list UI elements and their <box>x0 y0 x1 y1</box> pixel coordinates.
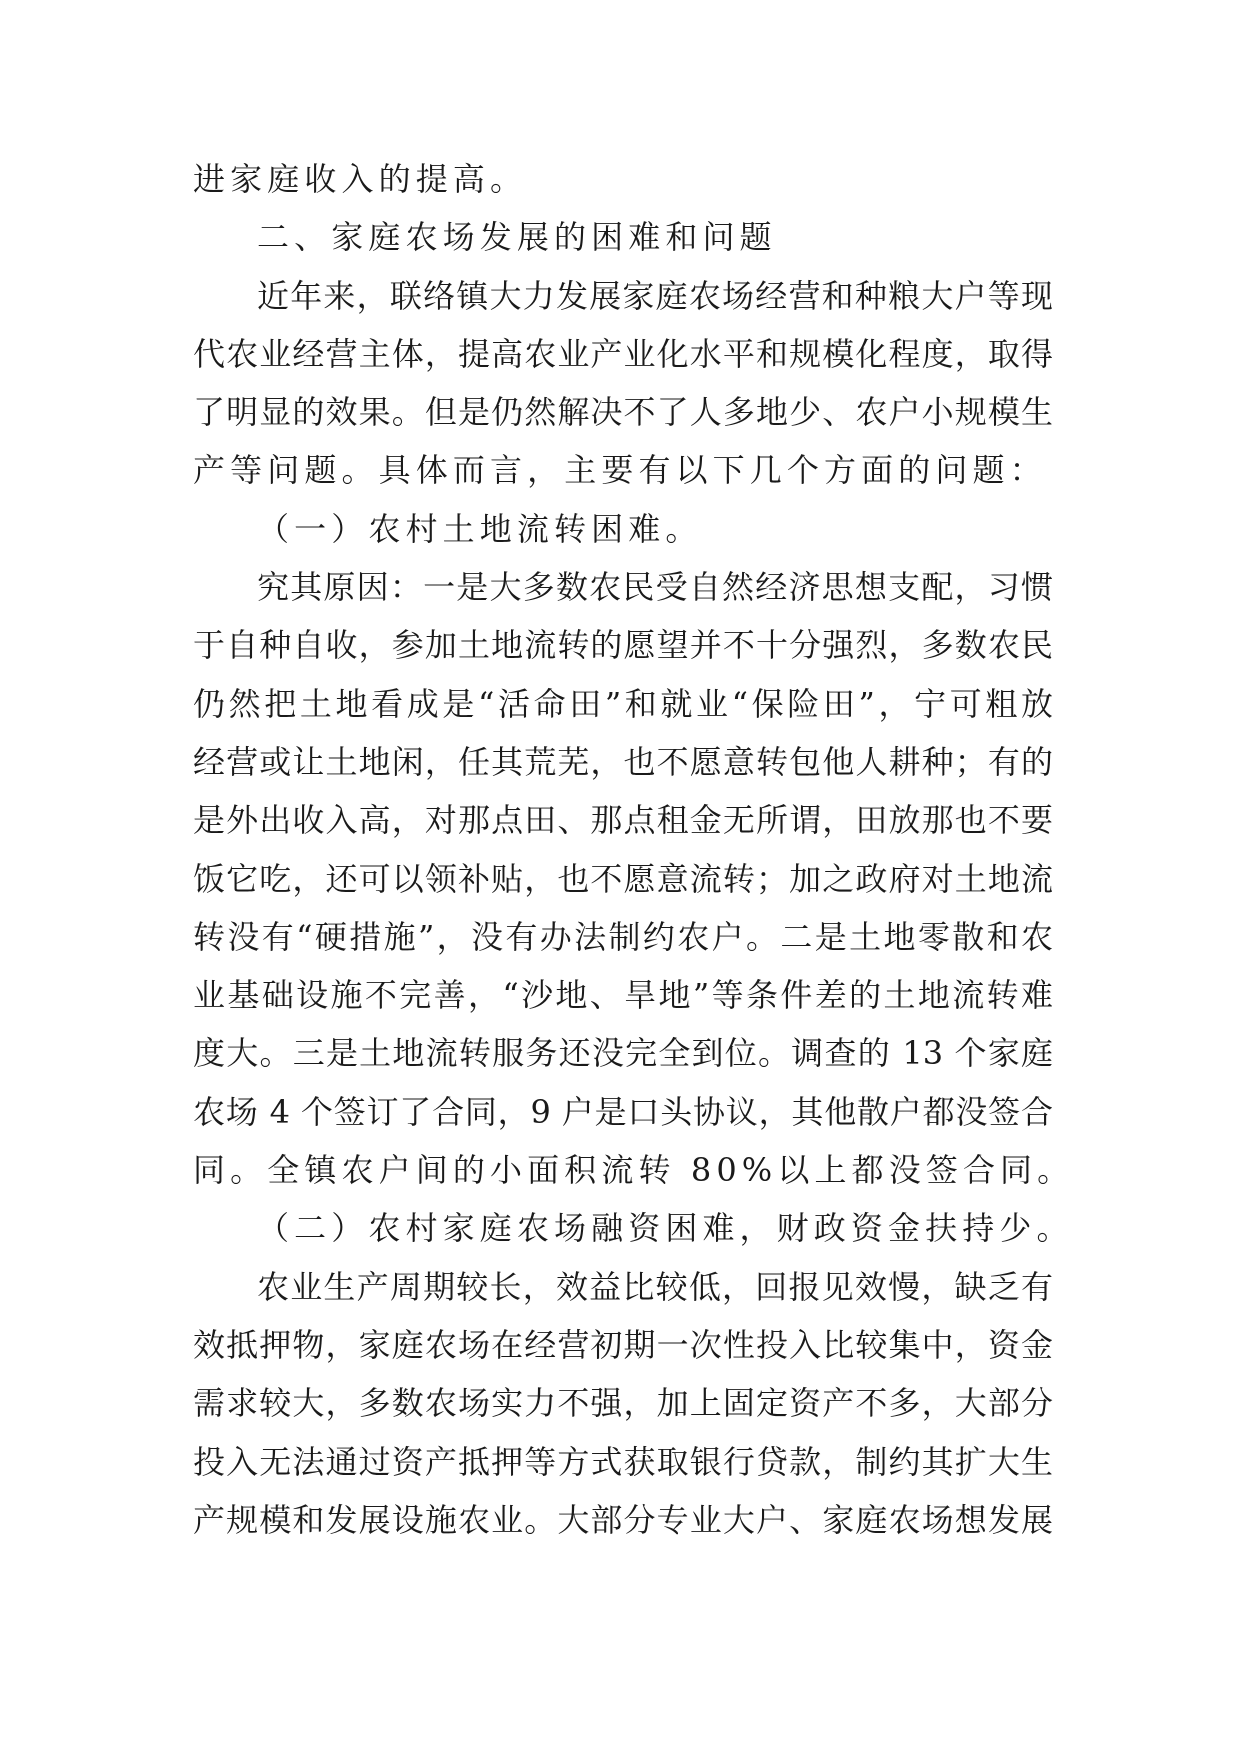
paragraph-line: 仍然把土地看成是“活命田”和就业“保险田”，宁可粗放 <box>193 684 1053 723</box>
paragraph-line: 是外出收入高，对那点田、那点租金无所谓，田放那也不要 <box>193 801 1053 840</box>
paragraph-line: 代农业经营主体，提高农业产业化水平和规模化程度，取得 <box>193 334 1053 373</box>
paragraph-line: 转没有“硬措施”，没有办法制约农户。二是土地零散和农 <box>193 917 1053 956</box>
paragraph-line: 近年来，联络镇大力发展家庭农场经营和种粮大户等现 <box>257 276 1053 315</box>
subsection-heading: （二）农村家庭农场融资困难，财政资金扶持少。 <box>257 1209 1074 1248</box>
paragraph-line: 产规模和发展设施农业。大部分专业大户、家庭农场想发展 <box>193 1500 1053 1539</box>
paragraph-line: 究其原因：一是大多数农民受自然经济思想支配，习惯 <box>257 568 1053 607</box>
paragraph-line: 饭它吃，还可以领补贴，也不愿意流转；加之政府对土地流 <box>193 859 1053 898</box>
document-body <box>193 150 1075 1549</box>
paragraph-line: 投入无法通过资产抵押等方式获取银行贷款，制约其扩大生 <box>193 1442 1053 1481</box>
paragraph-line: 需求较大，多数农场实力不强，加上固定资产不多，大部分 <box>193 1384 1053 1423</box>
section-heading: 二、家庭农场发展的困难和问题 <box>257 218 777 257</box>
paragraph-line: 度大。三是土地流转服务还没完全到位。调查的 13 个家庭 <box>193 1034 1053 1073</box>
paragraph-line: 经营或让土地闲，任其荒芜，也不愿意转包他人耕种；有的 <box>193 742 1053 781</box>
paragraph-line: 农场 4 个签订了合同，9 户是口头协议，其他散户都没签合 <box>193 1092 1053 1131</box>
paragraph-line: 农业生产周期较长，效益比较低，回报见效慢，缺乏有 <box>257 1267 1053 1306</box>
paragraph-line: 效抵押物，家庭农场在经营初期一次性投入比较集中，资金 <box>193 1325 1053 1364</box>
paragraph-line: 于自种自收，参加土地流转的愿望并不十分强烈，多数农民 <box>193 626 1053 665</box>
paragraph-line: 进家庭收入的提高。 <box>193 160 528 198</box>
paragraph-line: 业基础设施不完善，“沙地、旱地”等条件差的土地流转难 <box>193 976 1053 1015</box>
paragraph-line: 了明显的效果。但是仍然解决不了人多地少、农户小规模生 <box>193 393 1053 432</box>
subsection-heading: （一）农村土地流转困难。 <box>257 509 703 548</box>
paragraph-line: 同。全镇农户间的小面积流转 80%以上都没签合同。 <box>193 1151 1075 1190</box>
paragraph-line: 产等问题。具体而言，主要有以下几个方面的问题： <box>193 451 1047 490</box>
